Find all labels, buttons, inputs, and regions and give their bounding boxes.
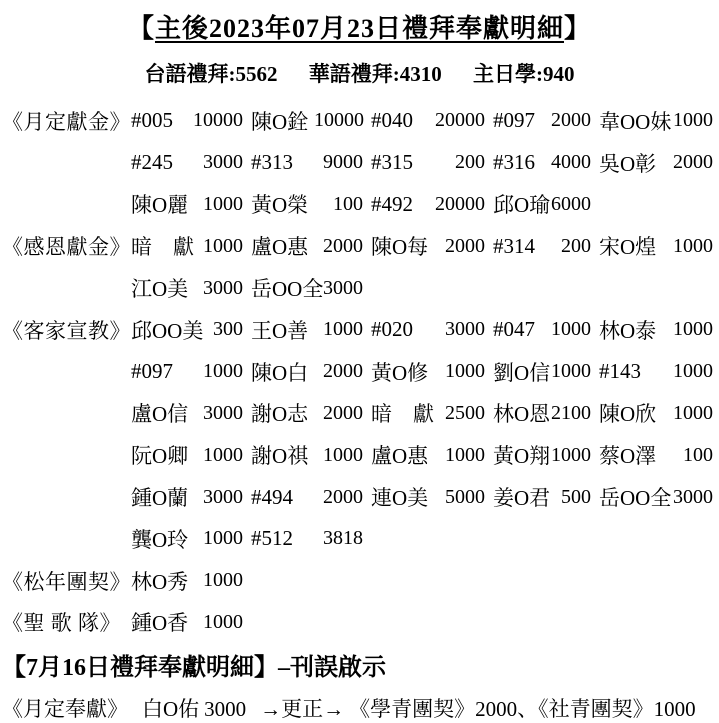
donation-amount: 2000 xyxy=(323,485,363,508)
errata-original-amount: 3000 xyxy=(204,697,247,722)
donation-amount: 3000 xyxy=(203,276,243,299)
donor-name: 岳OO全 xyxy=(599,486,672,511)
donor-name: 盧O惠 xyxy=(251,235,309,260)
table-row xyxy=(2,602,719,644)
donation-amount: 1000 xyxy=(673,360,713,383)
donation-amount: 200 xyxy=(561,234,591,257)
donation-amount: 1000 xyxy=(445,360,485,383)
donor-name: 劉O信 xyxy=(493,360,551,385)
table-row xyxy=(2,476,719,518)
donation-amount: 1000 xyxy=(673,318,713,341)
donor-name: #097 xyxy=(131,359,173,384)
donor-name: #492 xyxy=(371,191,413,216)
donation-amount: 2000 xyxy=(445,234,485,257)
donor-name: 蔡O澤 xyxy=(599,444,657,469)
donor-name: #040 xyxy=(371,108,413,133)
donation-amount: 2000 xyxy=(551,109,591,132)
donor-name: 陳O麗 xyxy=(131,193,189,218)
donation-amount: 3000 xyxy=(673,485,713,508)
donation-amount: 20000 xyxy=(435,192,485,215)
donation-amount: 1000 xyxy=(551,360,591,383)
donor-name: 阮O卿 xyxy=(131,444,189,469)
donor-name: 陳O白 xyxy=(251,360,309,385)
donor-name: #143 xyxy=(599,359,641,384)
donation-amount: 2000 xyxy=(323,360,363,383)
donation-amount: 3000 xyxy=(323,276,363,299)
donation-amount: 3000 xyxy=(445,318,485,341)
errata-original-donor: 白O佑 xyxy=(142,697,200,722)
donation-amount: 1000 xyxy=(673,234,713,257)
errata-correction-text: 《學青團契》2000、《社青團契》1000 xyxy=(349,697,696,722)
donation-amount: 100 xyxy=(333,192,363,215)
donor-name: #512 xyxy=(251,526,293,551)
table-row xyxy=(2,100,719,142)
donor-name: 岳OO全 xyxy=(251,277,324,302)
donor-name: 陳O每 xyxy=(371,235,429,260)
donation-table xyxy=(0,100,719,643)
table-row xyxy=(2,309,719,351)
donation-amount: 3000 xyxy=(203,485,243,508)
donor-name: #020 xyxy=(371,317,413,342)
donor-name: 黃O榮 xyxy=(251,193,309,218)
table-row xyxy=(2,393,719,435)
section-label: 《聖 歌 隊》 xyxy=(2,611,121,636)
donor-name: #316 xyxy=(493,150,535,175)
donation-amount: 300 xyxy=(213,318,243,341)
donor-name: 謝O志 xyxy=(251,402,309,427)
donor-name: 陳O銓 xyxy=(251,109,309,134)
summary-sunday-school: 主日學:940 xyxy=(473,62,575,86)
donation-amount: 9000 xyxy=(323,151,363,174)
section-label: 《感恩獻金》 xyxy=(2,235,131,260)
donor-name: 林O恩 xyxy=(493,402,551,427)
table-row xyxy=(2,560,719,602)
title-text: 主後2023年07月23日禮拜奉獻明細 xyxy=(154,14,564,43)
table-row xyxy=(2,184,719,226)
donor-name: 鍾O蘭 xyxy=(131,486,189,511)
page-title xyxy=(0,0,719,45)
errata-section-label: 《月定奉獻》 xyxy=(2,697,128,722)
donation-amount: 1000 xyxy=(203,443,243,466)
donor-name: 林O秀 xyxy=(131,569,189,594)
donor-name: #313 xyxy=(251,150,293,175)
table-row xyxy=(2,518,719,560)
donation-amount: 3818 xyxy=(323,527,363,550)
donation-amount: 10000 xyxy=(314,109,364,132)
table-row xyxy=(2,351,719,393)
donation-amount: 2000 xyxy=(323,401,363,424)
donor-name: 邱O瑜 xyxy=(493,193,551,218)
donation-amount: 2100 xyxy=(551,401,591,424)
table-row xyxy=(2,225,719,267)
donor-name: 盧O信 xyxy=(131,402,189,427)
donor-name: 暗 獻 xyxy=(131,235,194,260)
donor-name: 姜O君 xyxy=(493,486,551,511)
donor-name: #047 xyxy=(493,317,535,342)
donor-name: 龔O玲 xyxy=(131,527,189,552)
errata-heading-title: 【7月16日禮拜奉獻明細】 xyxy=(2,655,278,682)
summary-taiwanese-service: 台語禮拜:5562 xyxy=(144,62,278,86)
donation-amount: 3000 xyxy=(203,401,243,424)
donation-amount: 1000 xyxy=(203,360,243,383)
donation-amount: 5000 xyxy=(445,485,485,508)
donation-amount: 1000 xyxy=(203,192,243,215)
donor-name: #245 xyxy=(131,150,173,175)
donation-amount: 4000 xyxy=(551,151,591,174)
section-label: 《月定獻金》 xyxy=(2,109,131,134)
donor-name: #097 xyxy=(493,108,535,133)
donation-amount: 1000 xyxy=(203,234,243,257)
errata-heading xyxy=(2,647,719,682)
summary-mandarin-service: 華語禮拜:4310 xyxy=(308,62,442,86)
donation-amount: 1000 xyxy=(551,318,591,341)
service-summary xyxy=(0,58,719,88)
donation-amount: 6000 xyxy=(551,192,591,215)
donation-amount: 1000 xyxy=(203,527,243,550)
donation-amount: 500 xyxy=(561,485,591,508)
table-row xyxy=(2,267,719,309)
donation-amount: 1000 xyxy=(323,318,363,341)
donor-name: 陳O欣 xyxy=(599,402,657,427)
section-label: 《客家宣教》 xyxy=(2,318,131,343)
donor-name: 江O美 xyxy=(131,277,189,302)
donation-amount: 1000 xyxy=(673,401,713,424)
donor-name: #005 xyxy=(131,108,173,133)
title-close-bracket: 】 xyxy=(564,14,592,43)
donor-name: 黃O翔 xyxy=(493,444,551,469)
donation-amount: 1000 xyxy=(203,569,243,592)
donor-name: 謝O祺 xyxy=(251,444,309,469)
donation-amount: 1000 xyxy=(551,443,591,466)
donation-amount: 100 xyxy=(683,443,713,466)
donation-amount: 2000 xyxy=(673,151,713,174)
donation-amount: 1000 xyxy=(323,443,363,466)
errata-correction-arrow: →更正→ xyxy=(260,697,345,722)
donation-amount: 200 xyxy=(455,151,485,174)
donation-amount: 1000 xyxy=(673,109,713,132)
donation-amount: 2500 xyxy=(445,401,485,424)
title-open-bracket: 【 xyxy=(127,14,155,43)
donor-name: #314 xyxy=(493,233,535,258)
donor-name: #315 xyxy=(371,150,413,175)
donor-name: #494 xyxy=(251,484,293,509)
donation-amount: 3000 xyxy=(203,151,243,174)
donor-name: 鍾O香 xyxy=(131,611,189,636)
errata-heading-suffix: –刊誤啟示 xyxy=(278,655,386,682)
donation-amount: 20000 xyxy=(435,109,485,132)
table-row xyxy=(2,142,719,184)
donor-name: 盧O惠 xyxy=(371,444,429,469)
donor-name: 韋OO妹 xyxy=(599,109,672,134)
donation-amount: 1000 xyxy=(203,610,243,633)
donor-name: 邱OO美 xyxy=(131,318,204,343)
donor-name: 林O泰 xyxy=(599,318,657,343)
donor-name: 暗 獻 xyxy=(371,402,434,427)
donor-name: 王O善 xyxy=(251,318,309,343)
donation-amount: 1000 xyxy=(445,443,485,466)
errata-correction-line xyxy=(2,693,719,723)
donation-amount: 2000 xyxy=(323,234,363,257)
section-label: 《松年團契》 xyxy=(2,569,131,594)
donor-name: 吳O彰 xyxy=(599,151,657,176)
table-row xyxy=(2,434,719,476)
donation-amount: 10000 xyxy=(193,109,243,132)
donor-name: 宋O煌 xyxy=(599,235,657,260)
donor-name: 連O美 xyxy=(371,486,429,511)
donor-name: 黃O修 xyxy=(371,360,429,385)
